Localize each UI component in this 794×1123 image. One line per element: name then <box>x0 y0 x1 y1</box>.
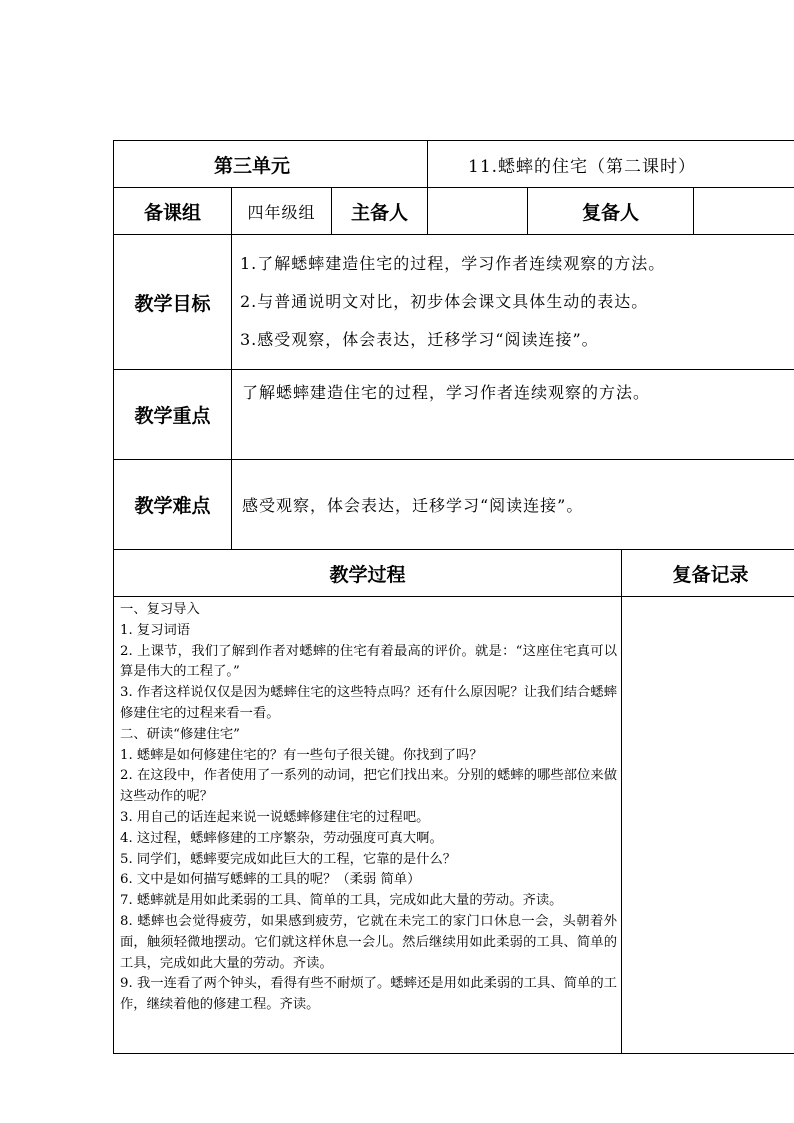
goal-item: 1.了解蟋蟀建造住宅的过程，学习作者连续观察的方法。 <box>240 254 666 273</box>
process-line: 5. 同学们，蟋蟀要完成如此巨大的工程，它靠的是什么？ <box>120 851 457 867</box>
review-record-content <box>622 597 794 1054</box>
goal-item: 2.与普通说明文对比，初步体会课文具体生动的表达。 <box>240 292 649 311</box>
key-points-text: 了解蟋蟀建造住宅的过程，学习作者连续观察的方法。 <box>232 370 794 460</box>
process-line: 2. 在这段中，作者使用了一系列的动词，把它们找出来。分别的蟋蟀的哪些部位来做这些动作的呢？ <box>120 768 618 805</box>
key-points-row <box>114 370 794 460</box>
difficulties-text: 感受观察，体会表达，迁移学习“阅读连接”。 <box>232 460 794 550</box>
process-line: 1. 复习词语 <box>120 622 191 638</box>
review-record-label: 复备记录 <box>622 550 794 597</box>
unit-label: 第三单元 <box>114 141 428 188</box>
goals-row <box>114 235 794 370</box>
process-line: 8. 蟋蟀也会觉得疲劳，如果感到疲劳，它就在未完工的家门口休息一会，头朝着外面，触须轻微地摆动。它们就这样休息一会儿。然后继续用如此柔弱的工具、简单的工具，完成如此大量的劳动。齐读。 <box>120 913 618 971</box>
header-row <box>114 141 794 188</box>
lesson-title: 11.蟋蟀的住宅（第二课时） <box>428 141 794 188</box>
group-label: 备课组 <box>114 188 232 235</box>
process-line: 4. 这过程，蟋蟀修建的工序繁杂，劳动强度可真大啊。 <box>120 830 443 846</box>
process-header-row <box>114 550 794 597</box>
process-line: 3. 作者这样说仅仅是因为蟋蟀住宅的这些特点吗？还有什么原因呢？让我们结合蟋蟀修建住宅的过程来看一看。 <box>120 685 618 721</box>
process-line: 2. 上课节，我们了解到作者对蟋蟀的住宅有着最高的评价。就是：“这座住宅真可以算是伟大的工程了。” <box>120 643 618 680</box>
lead-label: 主备人 <box>332 188 428 235</box>
process-content <box>114 597 622 1054</box>
process-line: 9. 我一连看了两个钟头，看得有些不耐烦了。蟋蟀还是用如此柔弱的工具、简单的工作，继续着他的修建工程。齐读。 <box>120 976 618 1013</box>
review-label: 复备人 <box>528 188 694 235</box>
process-line: 3. 用自己的话连起来说一说蟋蟀修建住宅的过程吧。 <box>120 809 430 825</box>
review-value <box>694 188 794 235</box>
lesson-plan-table <box>113 140 794 1054</box>
process-line: 1. 蟋蟀是如何修建住宅的？有一些句子很关键。你找到了吗？ <box>120 747 483 763</box>
process-line: 二、研读“修建住宅” <box>120 726 240 742</box>
goal-item: 3.感受观察，体会表达，迁移学习“阅读连接”。 <box>240 330 599 349</box>
key-points-label: 教学重点 <box>114 370 232 460</box>
process-line: 一、复习导入 <box>120 602 200 617</box>
goals-list <box>232 235 794 370</box>
process-line: 7. 蟋蟀就是用如此柔弱的工具、简单的工具，完成如此大量的劳动。齐读。 <box>120 893 563 909</box>
difficulties-row <box>114 460 794 550</box>
lead-value <box>428 188 528 235</box>
group-value: 四年级组 <box>232 188 332 235</box>
process-line: 6. 文中是如何描写蟋蟀的工具的呢？（柔弱 简单） <box>120 872 421 888</box>
process-label: 教学过程 <box>114 550 622 597</box>
difficulties-label: 教学难点 <box>114 460 232 550</box>
goals-label: 教学目标 <box>114 235 232 370</box>
meta-row <box>114 188 794 235</box>
process-content-row <box>114 597 794 1054</box>
